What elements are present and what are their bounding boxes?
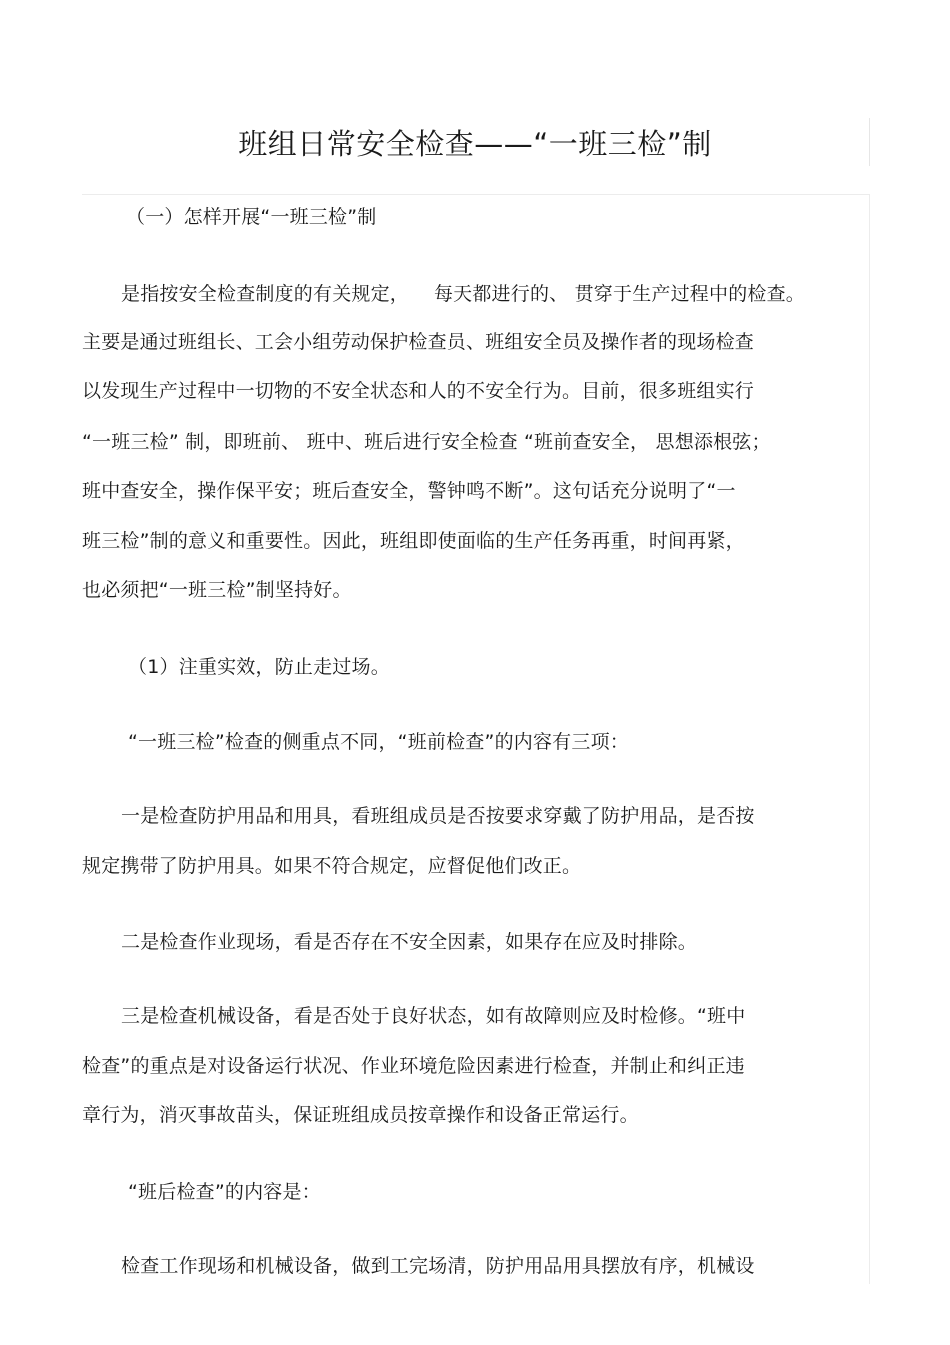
paragraph-line: 是指按安全检查制度的有关规定， 每天都进行的、 贯穿于生产过程中的检查。 [121, 283, 805, 305]
paragraph-line: 班中查安全，操作保平安；班后查安全，警钟鸣不断”。这句话充分说明了“一 [82, 480, 736, 502]
paragraph-line: 检查工作现场和机械设备，做到工完场清，防护用品用具摆放有序，机械设 [121, 1255, 755, 1277]
paragraph-line: 班三检”制的意义和重要性。因此，班组即使面临的生产任务再重，时间再紧， [82, 530, 745, 552]
paragraph-line: 规定携带了防护用具。如果不符合规定，应督促他们改正。 [82, 855, 582, 877]
paragraph-line: 二是检查作业现场，看是否存在不安全因素，如果存在应及时排除。 [121, 931, 698, 953]
section-heading: （一）怎样开展“一班三检”制 [126, 206, 377, 228]
paragraph-line: “一班三检” 制，即班前、 班中、班后进行安全检查 “班前查安全， 思想添根弦； [82, 431, 771, 453]
paragraph-line: 检查”的重点是对设备运行状况、作业环境危险因素进行检查，并制止和纠正违 [82, 1055, 745, 1077]
paragraph-line: 一是检查防护用品和用具，看班组成员是否按要求穿戴了防护用品，是否按 [121, 805, 755, 827]
paragraph-line: “班后检查”的内容是： [128, 1181, 321, 1203]
paragraph-line: 三是检查机械设备，看是否处于良好状态，如有故障则应及时检修。“班中 [121, 1005, 746, 1027]
paragraph-line: 主要是通过班组长、工会小组劳动保护检查员、班组安全员及操作者的现场检查 [82, 331, 755, 353]
paragraph-line: 以发现生产过程中一切物的不安全状态和人的不安全行为。目前，很多班组实行 [82, 380, 755, 402]
paragraph-line: 也必须把“一班三检”制坚持好。 [82, 579, 352, 601]
document-title: 班组日常安全检查——“一班三检”制 [238, 127, 712, 161]
paragraph-line: “一班三检”检查的侧重点不同，“班前检查”的内容有三项： [128, 731, 629, 753]
header-divider [82, 194, 869, 195]
paragraph-line: 章行为，消灭事故苗头，保证班组成员按章操作和设备正常运行。 [82, 1104, 639, 1126]
page-edge-line [869, 194, 870, 1284]
subsection-heading: （1）注重实效，防止走过场。 [128, 656, 390, 678]
